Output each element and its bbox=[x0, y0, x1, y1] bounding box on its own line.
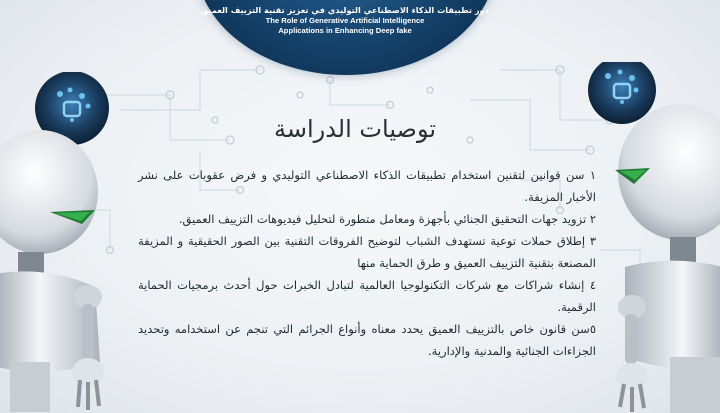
header-english-title: The Role of Generative Artificial Intelligence Applications in Enhancing Deep fake bbox=[265, 16, 425, 35]
slide-title: توصيات الدراسة bbox=[273, 115, 437, 143]
recommendation-item: ٢ تزويد جهات التحقيق الجنائي بأجهزة ومعامل متطورة لتحليل فيديوهات التزييف العميق. bbox=[178, 212, 596, 226]
recommendations-list bbox=[138, 164, 596, 362]
left-robot-illustration bbox=[0, 72, 135, 413]
recommendation-item: ٤ إنشاء شراكات مع شركات التكنولوجيا العالمية لتبادل الخبرات حول أحدث برمجيات الحماية الرقمية. bbox=[138, 278, 596, 314]
recommendation-item: ١ سن قوانين لتقنين استخدام تطبيقات الذكاء الاصطناعي التوليدي و فرض عقوبات على نشر الأخبار المزيفة. bbox=[138, 168, 596, 204]
recommendation-item: ٣ إطلاق حملات توعية تستهدف الشباب لتوضيح الفروقات التقنية بين الصور الحقيقية و المزيفة المصنعة بتقنية التزييف العميق و طرق الحماية منها bbox=[138, 234, 596, 270]
recommendation-item: ٥سن قانون خاص بالتزييف العميق يحدد معناه وأنواع الجرائم التي تنجم عن استخدامه وتحديد الجزاءات الجنائية والمدنية والإدارية. bbox=[138, 322, 596, 358]
header-arabic-title: دور تطبيقات الذكاء الاصطناعي التوليدي في تعزيز تقنية التزييف العميق bbox=[201, 5, 489, 15]
